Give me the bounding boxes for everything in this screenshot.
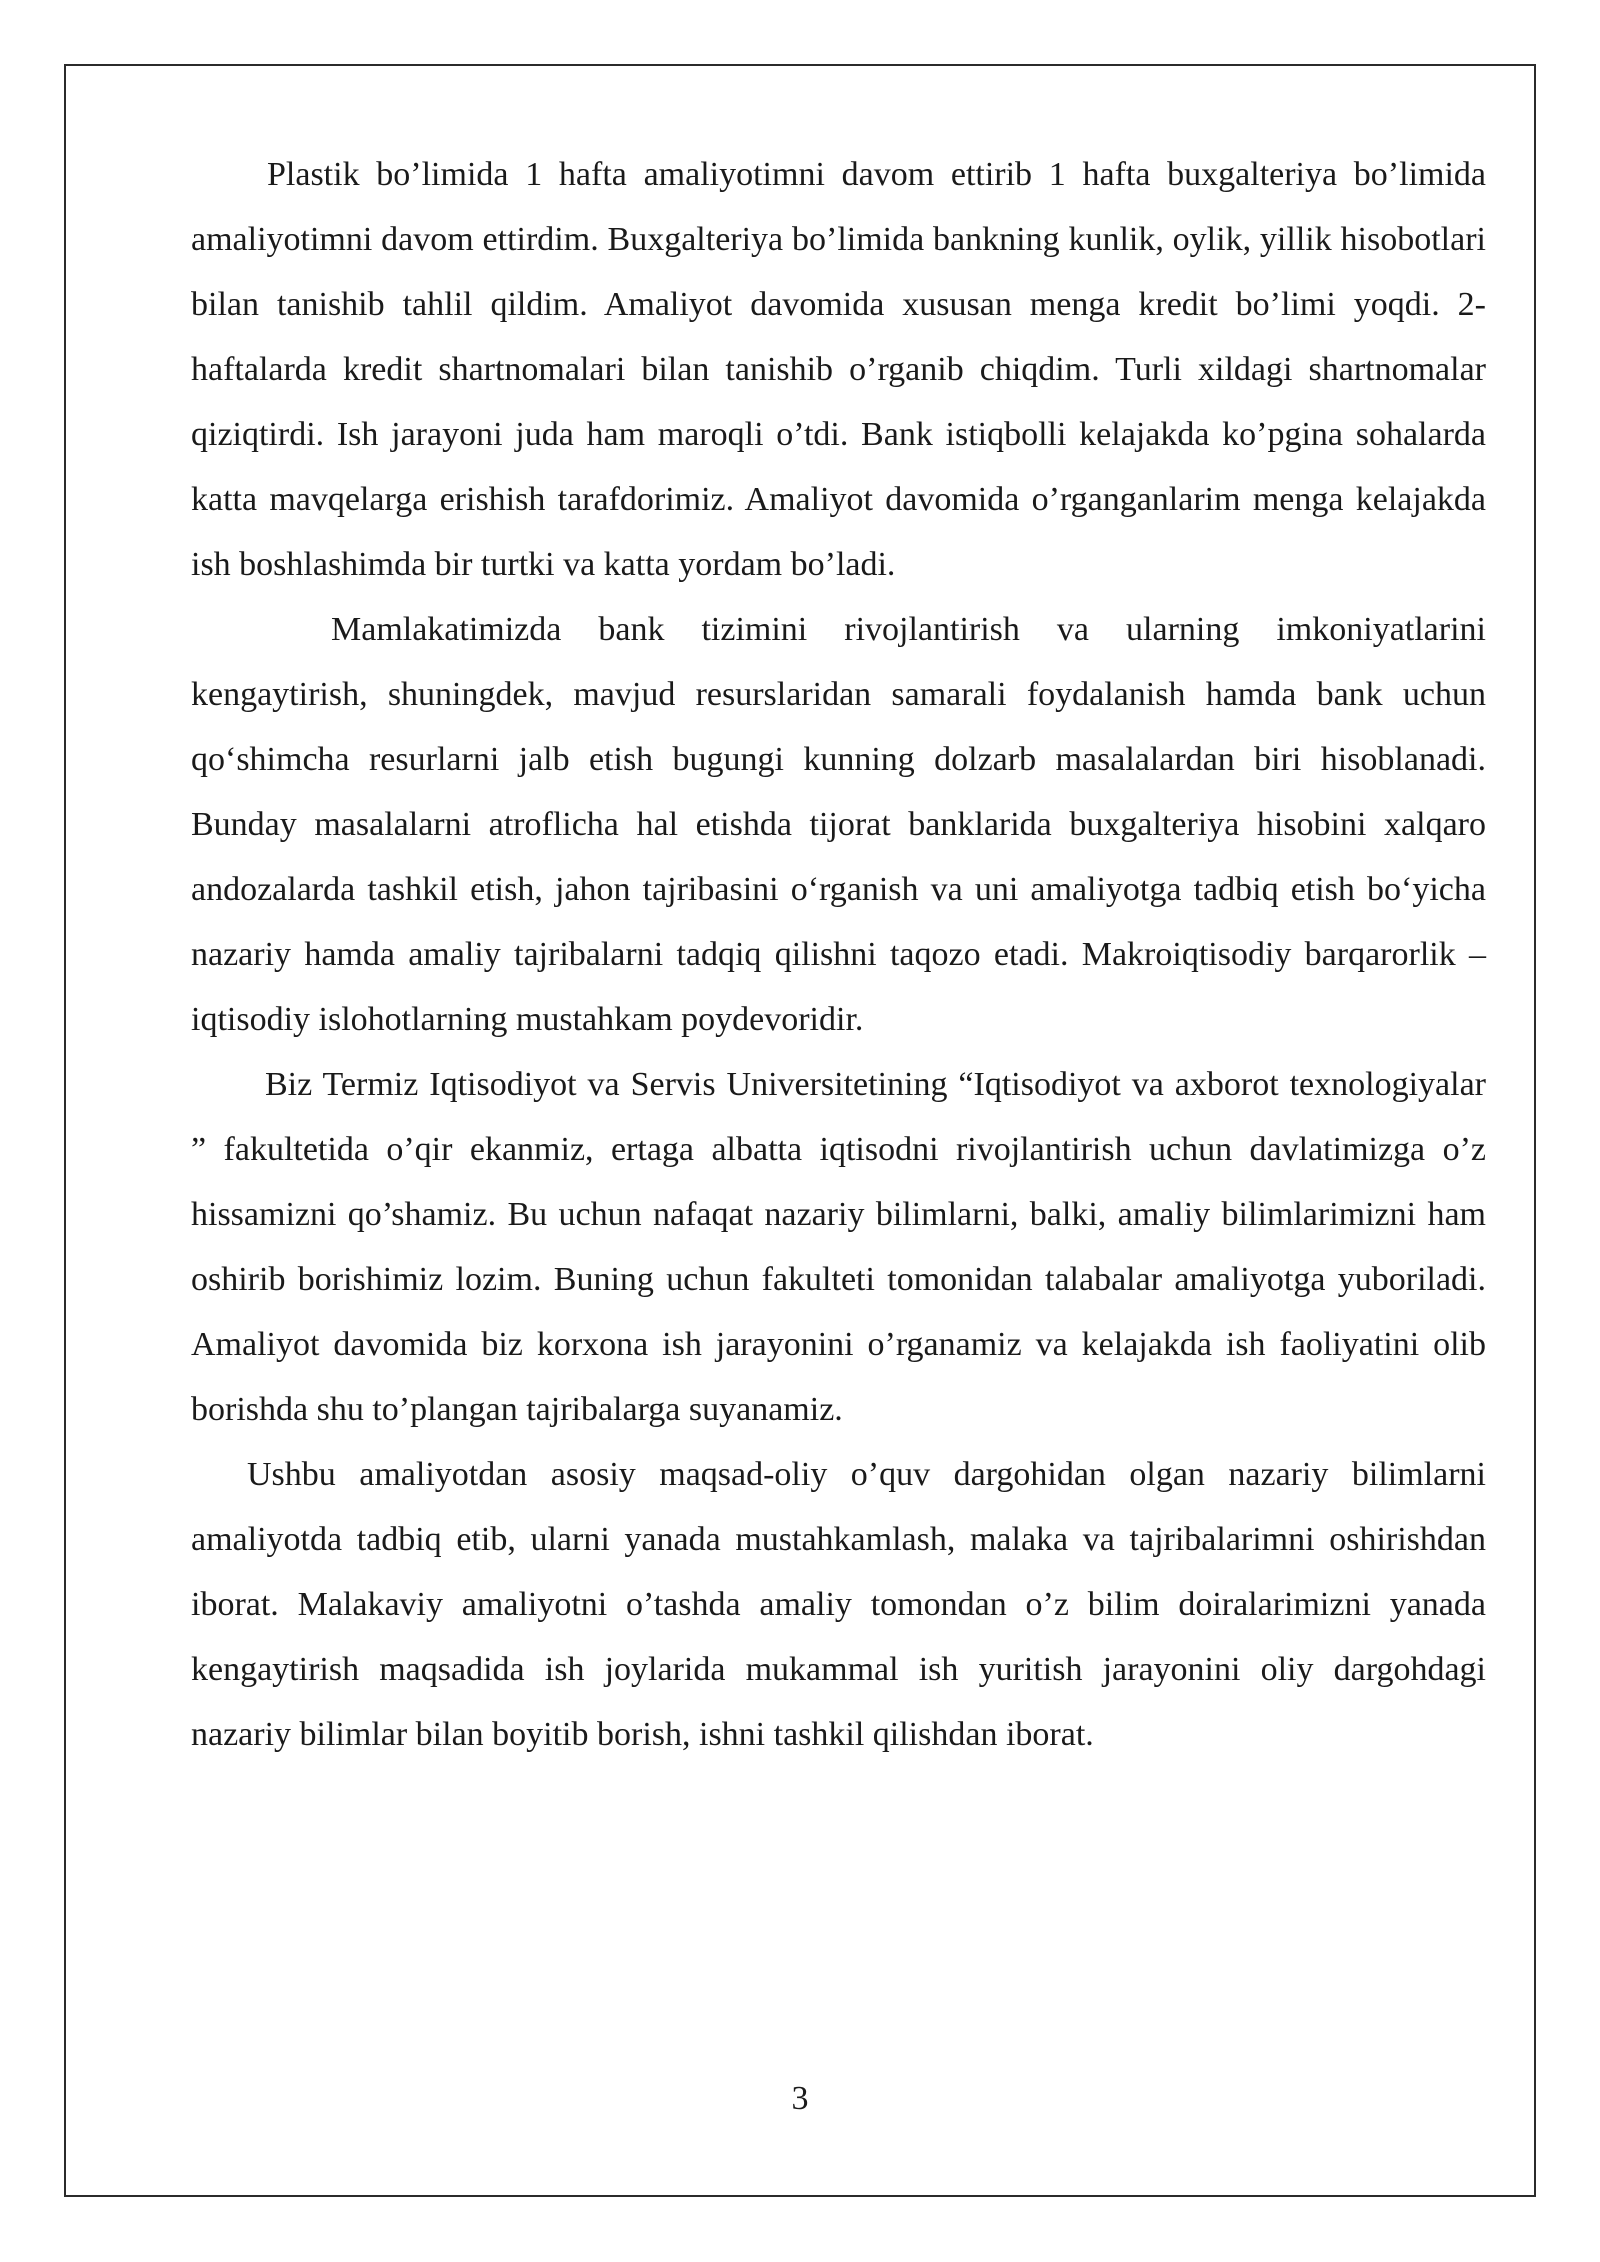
paragraph-practice-departments: Plastik bo’limida 1 hafta amaliyotimni davom ettirib 1 hafta buxgalteriya bo’limida amaliyotimni davom ettirdim. Buxgalteriya bo’limida bankning kunlik, oylik, yillik hisobotlari bilan tanishib tahlil qildim. Amaliyot davomida xususan menga kredit bo’limi yoqdi. 2-haftalarda kredit shartnomalari bilan tanishib o’rganib chiqdim. Turli xildagi shartnomalar qiziqtirdi. Ish jarayoni juda ham maroqli o’tdi. Bank istiqbolli kelajakda ko’pgina sohalarda katta mavqelarga erishish tarafdorimiz. Amaliyot davomida o’rganganlarim menga kelajakda ish boshlashimda bir turtki va katta yordam bo’ladi. xyxy=(191,156,1486,583)
paragraph-bank-system: Mamlakatimizda bank tizimini rivojlantirish va ularning imkoniyatlarini kengaytirish, shuningdek, mavjud resurslaridan samarali foydalanish hamda bank uchun qo‘shimcha resurlarni jalb etish bugungi kunning dolzarb masalalardan biri hisoblanadi. Bunday masalalarni atroflicha hal etishda tijorat banklarida buxgalteriya hisobini xalqaro andozalarda tashkil etish, jahon tajribasini o‘rganish va uni amaliyotga tadbiq etish bo‘yicha nazariy hamda amaliy tajribalarni tadqiq qilishni taqozo etadi. Makroiqtisodiy barqarorlik – iqtisodiy islohotlarning mustahkam poydevoridir. xyxy=(191,611,1486,1038)
document-body xyxy=(191,142,1486,1767)
paragraph-practice-goal: Ushbu amaliyotdan asosiy maqsad-oliy o’quv dargohidan olgan nazariy bilimlarni amaliyotda tadbiq etib, ularni yanada mustahkamlash, malaka va tajribalarimni oshirishdan iborat. Malakaviy amaliyotni o’tashda amaliy tomondan o’z bilim doiralarimizni yanada kengaytirish maqsadida ish joylarida mukammal ish yuritish jarayonini oliy dargohdagi nazariy bilimlar bilan boyitib borish, ishni tashkil qilishdan iborat. xyxy=(191,1456,1486,1753)
paragraph-university: Biz Termiz Iqtisodiyot va Servis Universitetining “Iqtisodiyot va axborot texnologiyalar ” fakultetida o’qir ekanmiz, ertaga albatta iqtisodni rivojlantirish uchun davlatimizga o’z hissamizni qo’shamiz. Bu uchun nafaqat nazariy bilimlarni, balki, amaliy bilimlarimizni ham oshirib borishimiz lozim. Buning uchun fakulteti tomonidan talabalar amaliyotga yuboriladi. Amaliyot davomida biz korxona ish jarayonini o’rganamiz va kelajakda ish faoliyatini olib borishda shu to’plangan tajribalarga suyanamiz. xyxy=(191,1066,1486,1428)
page-number: 3 xyxy=(791,2080,809,2117)
